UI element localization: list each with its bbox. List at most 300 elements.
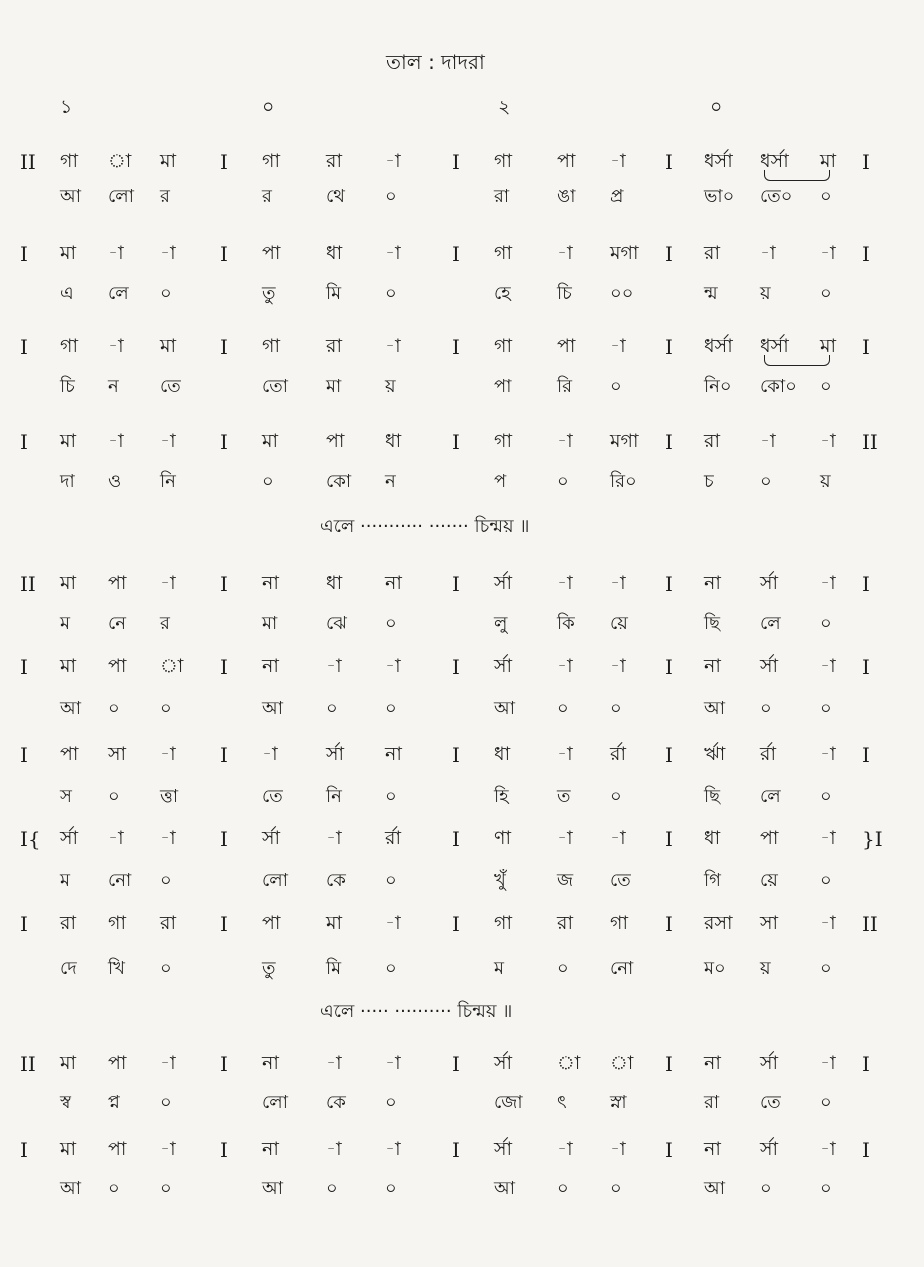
lyric-syllable: ০ xyxy=(108,786,120,807)
swara-note: না xyxy=(704,655,721,677)
lyric-syllable: ০ xyxy=(326,698,338,719)
swara-note: া xyxy=(108,150,132,172)
swara-note: -া xyxy=(326,1138,342,1160)
swara-note: পা xyxy=(108,1138,127,1160)
lyric-syllable: নি xyxy=(160,471,176,492)
swara-note: -া xyxy=(610,655,626,677)
vibhag-barline: I xyxy=(220,335,228,359)
swara-note: -া xyxy=(160,1052,176,1074)
swara-note: ধা xyxy=(326,572,343,594)
lyric-syllable: তে xyxy=(262,786,283,807)
swara-note: -া xyxy=(557,242,573,264)
swara-note: ধর্সা xyxy=(704,150,733,172)
lyric-syllable: ০ xyxy=(610,376,622,397)
lyric-syllable: ০ xyxy=(385,1092,397,1113)
swara-note: -া xyxy=(610,335,626,357)
beat-mark: ০ xyxy=(262,96,275,118)
lyric-syllable: আ xyxy=(704,1178,725,1199)
end-barline: }I xyxy=(862,827,883,851)
lyric-syllable: এ xyxy=(60,283,74,304)
swara-note: -া xyxy=(385,912,401,934)
swara-note: -া xyxy=(557,430,573,452)
swara-note: া xyxy=(160,655,184,677)
lyric-syllable: চি xyxy=(557,283,572,304)
swara-note: মা xyxy=(60,430,77,452)
meend-slur xyxy=(764,170,830,181)
lyric-syllable: ত xyxy=(557,786,571,807)
swara-note: র্সা xyxy=(760,572,779,594)
swara-note: রা xyxy=(704,242,720,264)
vibhag-barline: I xyxy=(220,1138,228,1162)
swara-note: রা xyxy=(326,335,342,357)
swara-note: র্সা xyxy=(760,1052,779,1074)
lyric-syllable: ০ xyxy=(160,958,172,979)
lyric-syllable: কে xyxy=(326,1092,346,1113)
lyric-syllable: আ xyxy=(494,1178,515,1199)
lyric-syllable: য়ে xyxy=(760,870,778,891)
lyric-syllable: মা xyxy=(326,376,342,397)
swara-note: গা xyxy=(494,150,512,172)
swara-note: মা xyxy=(60,655,77,677)
end-barline: I xyxy=(862,150,870,174)
end-barline: I xyxy=(862,572,870,596)
vibhag-barline: I xyxy=(665,150,673,174)
swara-note: রা xyxy=(60,912,76,934)
swara-note: র্সা xyxy=(494,1138,513,1160)
swara-note: মা xyxy=(160,150,177,172)
vibhag-barline: I xyxy=(220,572,228,596)
lyric-syllable: তে xyxy=(610,870,631,891)
swara-note: -া xyxy=(160,743,176,765)
swara-note: -া xyxy=(557,572,573,594)
lyric-syllable: লু xyxy=(494,613,508,634)
lyric-syllable: নো xyxy=(610,958,634,979)
lyric-syllable: ০ xyxy=(760,1178,772,1199)
lyric-syllable: ন xyxy=(108,376,119,397)
meend-slur xyxy=(764,355,830,366)
lyric-syllable: য় xyxy=(760,958,771,979)
swara-note: -া xyxy=(557,827,573,849)
swara-note: মা xyxy=(326,912,343,934)
swara-note: পা xyxy=(60,743,79,765)
lyric-syllable: ০ xyxy=(820,613,832,634)
end-barline: I xyxy=(862,335,870,359)
lyric-syllable: ০ xyxy=(760,471,772,492)
lyric-syllable: কে xyxy=(326,870,346,891)
swara-note: র্রা xyxy=(610,743,626,765)
start-barline: II xyxy=(20,150,36,174)
lyric-syllable: রা xyxy=(704,1092,720,1113)
vibhag-barline: I xyxy=(452,430,460,454)
swara-note: না xyxy=(262,1052,279,1074)
lyric-syllable: ০ xyxy=(820,283,832,304)
lyric-syllable: তু xyxy=(262,958,276,979)
start-barline: I{ xyxy=(20,827,41,851)
swara-note: -া xyxy=(557,1138,573,1160)
lyric-syllable: ০ xyxy=(610,698,622,719)
vibhag-barline: I xyxy=(220,655,228,679)
swara-note: র্সা xyxy=(494,572,513,594)
swara-note: গা xyxy=(494,335,512,357)
swara-note: মা xyxy=(60,1052,77,1074)
start-barline: I xyxy=(20,912,28,936)
swara-note: রা xyxy=(160,912,176,934)
swara-note: গা xyxy=(60,150,78,172)
swara-note: মা xyxy=(820,335,837,357)
swara-note: মা xyxy=(262,430,279,452)
start-barline: I xyxy=(20,743,28,767)
vibhag-barline: I xyxy=(665,743,673,767)
lyric-syllable: ০০ xyxy=(610,283,634,304)
vibhag-barline: I xyxy=(220,912,228,936)
lyric-syllable: আ xyxy=(262,698,283,719)
swara-note: না xyxy=(385,743,402,765)
vibhag-barline: I xyxy=(665,1052,673,1076)
start-barline: II xyxy=(20,1052,36,1076)
lyric-syllable: আ xyxy=(60,186,81,207)
lyric-syllable: ০ xyxy=(385,1178,397,1199)
vibhag-barline: I xyxy=(452,655,460,679)
swara-note: -া xyxy=(760,430,776,452)
lyric-syllable: য় xyxy=(820,471,831,492)
start-barline: I xyxy=(20,1138,28,1162)
swara-note: রা xyxy=(326,150,342,172)
swara-note: -া xyxy=(610,150,626,172)
lyric-syllable: র xyxy=(160,186,170,207)
vibhag-barline: I xyxy=(452,827,460,851)
lyric-syllable: ০ xyxy=(108,698,120,719)
swara-note: -া xyxy=(820,430,836,452)
start-barline: I xyxy=(20,655,28,679)
start-barline: I xyxy=(20,430,28,454)
end-barline: I xyxy=(862,1138,870,1162)
lyric-syllable: ৎ xyxy=(557,1092,567,1113)
swara-note: রসা xyxy=(704,912,733,934)
swara-note: -া xyxy=(820,1138,836,1160)
swara-note: -া xyxy=(160,1138,176,1160)
swara-note: -া xyxy=(160,827,176,849)
swara-note: -া xyxy=(108,242,124,264)
swara-note: -া xyxy=(820,655,836,677)
lyric-syllable: ০ xyxy=(385,786,397,807)
lyric-syllable: লো xyxy=(108,186,134,207)
lyric-syllable: দে xyxy=(60,958,77,979)
swara-note: -া xyxy=(820,1052,836,1074)
lyric-syllable: কি xyxy=(557,613,575,634)
lyric-syllable: স্না xyxy=(610,1092,627,1113)
vibhag-barline: I xyxy=(665,1138,673,1162)
end-barline: I xyxy=(862,655,870,679)
beat-mark: ১ xyxy=(60,96,73,118)
swara-note: ধা xyxy=(494,743,511,765)
lyric-syllable: ০ xyxy=(820,1178,832,1199)
swara-note: গা xyxy=(494,430,512,452)
lyric-syllable: ম xyxy=(60,870,70,891)
lyric-syllable: ত্তা xyxy=(160,786,179,807)
swara-note: সা xyxy=(760,912,779,934)
lyric-syllable: ০ xyxy=(160,283,172,304)
swara-note: না xyxy=(262,572,279,594)
start-barline: I xyxy=(20,335,28,359)
swara-note: পা xyxy=(108,655,127,677)
swara-note: র্সা xyxy=(494,655,513,677)
lyric-syllable: লো xyxy=(262,870,288,891)
swara-note: -া xyxy=(385,1052,401,1074)
swara-note: মা xyxy=(160,335,177,357)
vibhag-barline: I xyxy=(452,912,460,936)
swara-note: -া xyxy=(385,1138,401,1160)
end-barline: I xyxy=(862,1052,870,1076)
swara-note: -া xyxy=(108,430,124,452)
swara-note: ণা xyxy=(494,827,511,849)
vibhag-barline: I xyxy=(665,655,673,679)
lyric-syllable: ০ xyxy=(385,958,397,979)
lyric-syllable: আ xyxy=(60,1178,81,1199)
swara-note: র্ঋা xyxy=(704,743,726,765)
swara-note: পা xyxy=(557,335,576,357)
swara-note: রা xyxy=(557,912,573,934)
lyric-syllable: ম xyxy=(60,613,70,634)
lyric-syllable: চি xyxy=(60,376,75,397)
swara-note: -া xyxy=(160,242,176,264)
refrain-divider: এলে ····· ·········· চিন্ময় ॥ xyxy=(320,1001,513,1022)
lyric-syllable: প xyxy=(494,471,507,492)
swara-note: গা xyxy=(494,242,512,264)
vibhag-barline: I xyxy=(665,827,673,851)
vibhag-barline: I xyxy=(220,1052,228,1076)
swara-note: র্সা xyxy=(262,827,281,849)
lyric-syllable: মি xyxy=(326,283,342,304)
lyric-syllable: রি xyxy=(557,376,573,397)
end-barline: II xyxy=(862,912,878,936)
vibhag-barline: I xyxy=(665,335,673,359)
swara-note: ধা xyxy=(704,827,721,849)
swara-note: ধা xyxy=(326,242,343,264)
lyric-syllable: ০ xyxy=(820,186,832,207)
page-title: তাল : দাদরা xyxy=(386,50,485,74)
lyric-syllable: র xyxy=(262,186,272,207)
swara-note: -া xyxy=(820,242,836,264)
lyric-syllable: ০ xyxy=(160,870,172,891)
swara-note: পা xyxy=(326,430,345,452)
lyric-syllable: আ xyxy=(262,1178,283,1199)
swara-note: -া xyxy=(108,827,124,849)
lyric-syllable: স xyxy=(60,786,72,807)
swara-note: -া xyxy=(108,335,124,357)
swara-note: -া xyxy=(326,1052,342,1074)
swara-note: সা xyxy=(108,743,127,765)
lyric-syllable: ০ xyxy=(820,1092,832,1113)
swara-note: -া xyxy=(262,743,278,765)
lyric-syllable: ০ xyxy=(160,1092,172,1113)
end-barline: I xyxy=(862,743,870,767)
swara-note: র্সা xyxy=(760,1138,779,1160)
swara-note: না xyxy=(704,572,721,594)
swara-note: ধর্সা xyxy=(704,335,733,357)
vibhag-barline: I xyxy=(665,572,673,596)
beat-mark: ০ xyxy=(710,96,723,118)
lyric-syllable: ছি xyxy=(704,613,721,634)
swara-note: -া xyxy=(385,242,401,264)
swara-note: গা xyxy=(610,912,628,934)
lyric-syllable: মা xyxy=(262,613,278,634)
swara-note: া xyxy=(610,1052,634,1074)
lyric-syllable: তে xyxy=(160,376,181,397)
lyric-syllable: নে xyxy=(108,613,127,634)
vibhag-barline: I xyxy=(452,150,460,174)
lyric-syllable: খি xyxy=(108,958,125,979)
lyric-syllable: ০ xyxy=(385,613,397,634)
swara-note: পা xyxy=(760,827,779,849)
lyric-syllable: প্ন xyxy=(108,1092,120,1113)
swara-note: -া xyxy=(820,743,836,765)
swara-note: মা xyxy=(60,572,77,594)
lyric-syllable: ০ xyxy=(160,698,172,719)
lyric-syllable: গি xyxy=(704,870,721,891)
swara-note: -া xyxy=(326,655,342,677)
swara-note: র্সা xyxy=(60,827,79,849)
vibhag-barline: I xyxy=(220,150,228,174)
vibhag-barline: I xyxy=(452,242,460,266)
vibhag-barline: I xyxy=(220,743,228,767)
swara-note: -া xyxy=(326,827,342,849)
swara-note: -া xyxy=(760,242,776,264)
lyric-syllable: প্র xyxy=(610,186,624,207)
lyric-syllable: তু xyxy=(262,283,276,304)
swara-note: না xyxy=(385,572,402,594)
lyric-syllable: ০ xyxy=(610,786,622,807)
lyric-syllable: লে xyxy=(108,283,129,304)
lyric-syllable: লে xyxy=(760,613,781,634)
vibhag-barline: I xyxy=(665,242,673,266)
swara-note: গা xyxy=(262,335,280,357)
vibhag-barline: I xyxy=(665,430,673,454)
lyric-syllable: ও xyxy=(108,471,122,492)
lyric-syllable: তো xyxy=(262,376,289,397)
swara-note: না xyxy=(262,655,279,677)
swara-note: -া xyxy=(557,655,573,677)
swara-note: মা xyxy=(60,242,77,264)
swara-note: না xyxy=(704,1138,721,1160)
lyric-syllable: ০ xyxy=(385,283,397,304)
lyric-syllable: ০ xyxy=(262,471,274,492)
lyric-syllable: ন্ম xyxy=(704,283,718,304)
lyric-syllable: হে xyxy=(494,283,511,304)
lyric-syllable: আ xyxy=(60,698,81,719)
swara-note: র্সা xyxy=(760,655,779,677)
lyric-syllable: ঝে xyxy=(326,613,347,634)
lyric-syllable: য়ে xyxy=(610,613,628,634)
lyric-syllable: ০ xyxy=(557,471,569,492)
swara-note: া xyxy=(557,1052,581,1074)
swara-note: পা xyxy=(262,912,281,934)
lyric-syllable: ০ xyxy=(385,698,397,719)
lyric-syllable: ০ xyxy=(385,186,397,207)
lyric-syllable: য় xyxy=(760,283,771,304)
lyric-syllable: নি০ xyxy=(704,376,732,397)
swara-note: -া xyxy=(610,572,626,594)
lyric-syllable: ০ xyxy=(557,1178,569,1199)
swara-note: -া xyxy=(820,572,836,594)
swara-note: ধর্সা xyxy=(760,150,789,172)
swara-note: -া xyxy=(557,743,573,765)
vibhag-barline: I xyxy=(220,242,228,266)
lyric-syllable: ০ xyxy=(557,958,569,979)
lyric-syllable: রি০ xyxy=(610,471,637,492)
lyric-syllable: ন xyxy=(385,471,396,492)
vibhag-barline: I xyxy=(665,912,673,936)
swara-note: না xyxy=(704,1052,721,1074)
vibhag-barline: I xyxy=(452,1052,460,1076)
lyric-syllable: ভা০ xyxy=(704,186,735,207)
vibhag-barline: I xyxy=(220,430,228,454)
lyric-syllable: কো xyxy=(326,471,352,492)
refrain-divider: এলে ··········· ······· চিন্ময় ॥ xyxy=(320,516,530,537)
lyric-syllable: কো০ xyxy=(760,376,797,397)
swara-note: পা xyxy=(262,242,281,264)
lyric-syllable: ০ xyxy=(820,870,832,891)
swara-note: মা xyxy=(820,150,837,172)
lyric-syllable: পা xyxy=(494,376,512,397)
swara-note: গা xyxy=(108,912,126,934)
lyric-syllable: র xyxy=(160,613,170,634)
lyric-syllable: ০ xyxy=(820,958,832,979)
lyric-syllable: ০ xyxy=(820,786,832,807)
lyric-syllable: ০ xyxy=(108,1178,120,1199)
lyric-syllable: ০ xyxy=(610,1178,622,1199)
end-barline: I xyxy=(862,242,870,266)
lyric-syllable: ০ xyxy=(326,1178,338,1199)
lyric-syllable: জ xyxy=(557,870,574,891)
lyric-syllable: লো xyxy=(262,1092,288,1113)
lyric-syllable: আ xyxy=(704,698,725,719)
lyric-syllable: তে xyxy=(760,1092,781,1113)
lyric-syllable: লে xyxy=(760,786,781,807)
lyric-syllable: ম০ xyxy=(704,958,726,979)
lyric-syllable: স্ব xyxy=(60,1092,71,1113)
swara-note: গা xyxy=(262,150,280,172)
swara-note: -া xyxy=(385,655,401,677)
lyric-syllable: ছি xyxy=(704,786,721,807)
swara-note: ধা xyxy=(385,430,402,452)
swara-note: -া xyxy=(160,572,176,594)
swara-note: -া xyxy=(385,335,401,357)
lyric-syllable: তে০ xyxy=(760,186,793,207)
lyric-syllable: হি xyxy=(494,786,509,807)
vibhag-barline: I xyxy=(452,572,460,596)
swara-note: র্সা xyxy=(326,743,345,765)
swara-note: মগা xyxy=(610,242,639,264)
lyric-syllable: জো xyxy=(494,1092,523,1113)
lyric-syllable: নি xyxy=(326,786,342,807)
lyric-syllable: ০ xyxy=(820,698,832,719)
lyric-syllable: খুঁ xyxy=(494,870,506,891)
swara-note: রা xyxy=(704,430,720,452)
vibhag-barline: I xyxy=(452,743,460,767)
lyric-syllable: দা xyxy=(60,471,75,492)
swara-note: -া xyxy=(610,1138,626,1160)
lyric-syllable: চ xyxy=(704,471,714,492)
swara-note: গা xyxy=(494,912,512,934)
lyric-syllable: য় xyxy=(385,376,396,397)
swara-note: মা xyxy=(60,1138,77,1160)
swara-note: পা xyxy=(108,1052,127,1074)
swara-note: -া xyxy=(820,827,836,849)
lyric-syllable: থে xyxy=(326,186,345,207)
swara-note: ধর্সা xyxy=(760,335,789,357)
swara-note: না xyxy=(262,1138,279,1160)
start-barline: I xyxy=(20,242,28,266)
